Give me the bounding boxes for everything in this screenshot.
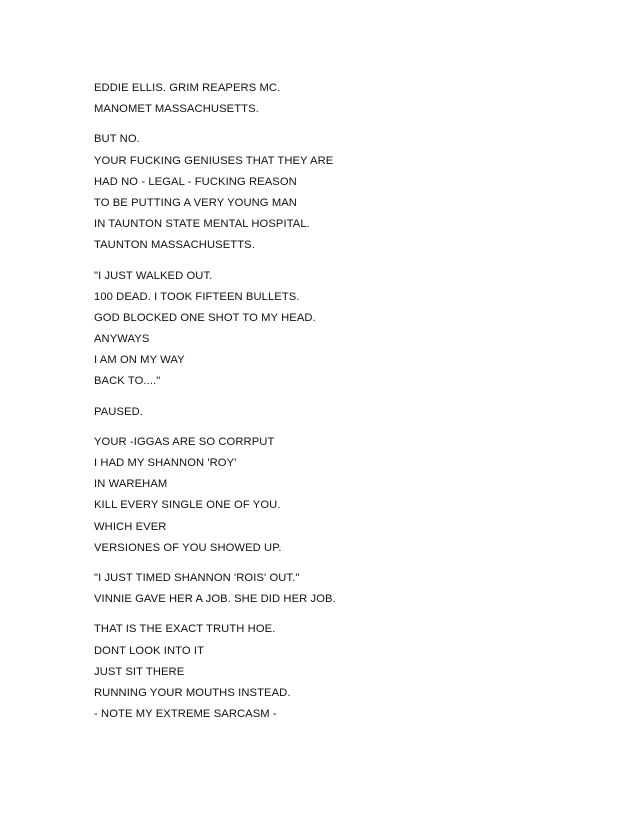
text-line: YOUR FUCKING GENIUSES THAT THEY ARE xyxy=(94,154,334,167)
text-line: DONT LOOK INTO IT xyxy=(94,644,205,657)
text-line: WHICH EVER xyxy=(94,520,167,533)
text-line: PAUSED. xyxy=(94,405,143,418)
text-line: HAD NO - LEGAL - FUCKING REASON xyxy=(94,175,297,188)
text-line: I AM ON MY WAY xyxy=(94,354,185,367)
text-line: TO BE PUTTING A VERY YOUNG MAN xyxy=(94,196,297,209)
text-line: ANYWAYS xyxy=(94,333,150,346)
text-line: "I JUST WALKED OUT. xyxy=(94,269,213,282)
text-line: EDDIE ELLIS. GRIM REAPERS MC. xyxy=(94,82,281,94)
paragraph xyxy=(94,619,594,725)
text-line: JUST SIT THERE xyxy=(94,665,185,678)
text-line: VERSIONES OF YOU SHOWED UP. xyxy=(94,541,282,554)
text-line: YOUR -IGGAS ARE SO CORRPUT xyxy=(94,435,275,448)
text-line: KILL EVERY SINGLE ONE OF YOU. xyxy=(94,499,281,512)
text-line: RUNNING YOUR MOUTHS INSTEAD. xyxy=(94,686,291,699)
text-line: 100 DEAD. I TOOK FIFTEEN BULLETS. xyxy=(94,290,300,303)
text-line: - NOTE MY EXTREME SARCASM - xyxy=(94,708,277,721)
text-line: BACK TO...." xyxy=(94,375,161,388)
paragraph xyxy=(94,78,594,120)
text-line: TAUNTON MASSACHUSETTS. xyxy=(94,239,255,252)
text-line: THAT IS THE EXACT TRUTH HOE. xyxy=(94,623,276,636)
paragraph xyxy=(94,129,594,256)
paragraph xyxy=(94,432,594,559)
paragraph xyxy=(94,568,594,610)
paragraph xyxy=(94,266,594,393)
paragraph xyxy=(94,402,594,423)
text-line: IN WAREHAM xyxy=(94,478,168,491)
text-line: "I JUST TIMED SHANNON 'ROIS' OUT." xyxy=(94,571,300,584)
text-line: IN TAUNTON STATE MENTAL HOSPITAL. xyxy=(94,218,310,231)
text-line: GOD BLOCKED ONE SHOT TO MY HEAD. xyxy=(94,311,316,324)
document-body xyxy=(94,78,594,734)
text-line: BUT NO. xyxy=(94,133,140,146)
text-line: MANOMET MASSACHUSETTS. xyxy=(94,103,259,116)
text-line: I HAD MY SHANNON 'ROY' xyxy=(94,457,237,469)
text-line: VINNIE GAVE HER A JOB. SHE DID HER JOB. xyxy=(94,593,336,606)
